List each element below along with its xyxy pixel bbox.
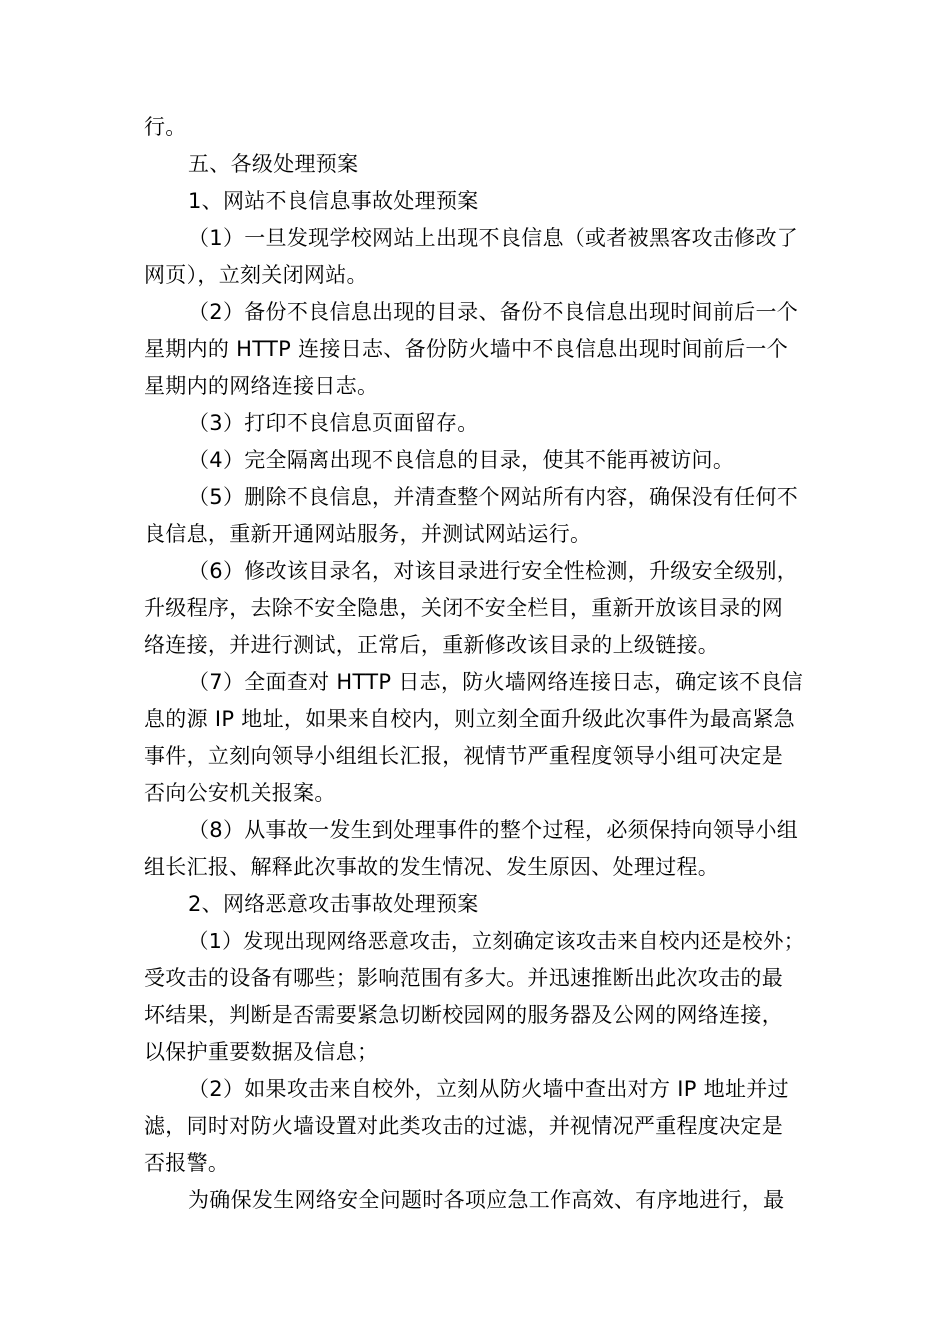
- subsection-heading: 2、网络恶意攻击事故处理预案: [188, 892, 479, 916]
- body-text-line: 坏结果，判断是否需要紧急切断校园网的服务器及公网的网络连接，: [144, 1003, 783, 1027]
- body-text-line: （5）删除不良信息，并清查整个网站所有内容，确保没有任何不: [188, 485, 799, 509]
- body-text-line: 网页），立刻关闭网站。: [144, 263, 368, 287]
- body-text-line: （4）完全隔离出现不良信息的目录，使其不能再被访问。: [188, 448, 735, 472]
- subsection-heading: 1、网站不良信息事故处理预案: [188, 189, 479, 213]
- body-text-line: （2）备份不良信息出现的目录、备份不良信息出现时间前后一个: [188, 300, 799, 324]
- section-heading: 五、各级处理预案: [188, 152, 359, 176]
- body-text-line: 以保护重要数据及信息；: [144, 1040, 379, 1064]
- body-text-line: 滤，同时对防火墙设置对此类攻击的过滤，并视情况严重程度决定是: [144, 1114, 783, 1138]
- body-text-line: （1）一旦发现学校网站上出现不良信息（或者被黑客攻击修改了: [188, 226, 799, 250]
- body-text-line: 受攻击的设备有哪些；影响范围有多大。并迅速推断出此次攻击的最: [144, 966, 783, 990]
- body-text-line: （2）如果攻击来自校外，立刻从防火墙中查出对方 IP 地址并过: [188, 1077, 789, 1101]
- body-text-line: （6）修改该目录名，对该目录进行安全性检测，升级安全级别，: [188, 559, 799, 583]
- body-text-line: 为确保发生网络安全问题时各项应急工作高效、有序地进行，最: [188, 1188, 785, 1212]
- body-text-line: 良信息，重新开通网站服务，并测试网站运行。: [144, 522, 592, 546]
- body-text-line: 事件，立刻向领导小组组长汇报，视情节严重程度领导小组可决定是: [144, 744, 783, 768]
- body-text-line: 否报警。: [144, 1151, 230, 1175]
- body-text-line: 星期内的 HTTP 连接日志、备份防火墙中不良信息出现时间前后一个: [144, 337, 788, 361]
- body-text-line: 络连接，并进行测试，正常后，重新修改该目录的上级链接。: [144, 633, 720, 657]
- body-text-line: （8）从事故一发生到处理事件的整个过程，必须保持向领导小组: [188, 818, 799, 842]
- body-text-line: （3）打印不良信息页面留存。: [188, 411, 479, 435]
- body-text-line: 升级程序，去除不安全隐患，关闭不安全栏目，重新开放该目录的网: [144, 596, 783, 620]
- body-text-line: 息的源 IP 地址，如果来自校内，则立刻全面升级此次事件为最高紧急: [144, 707, 796, 731]
- body-text-line: 星期内的网络连接日志。: [144, 374, 379, 398]
- body-text-line: 否向公安机关报案。: [144, 781, 336, 805]
- body-text-line: （1）发现出现网络恶意攻击，立刻确定该攻击来自校内还是校外；: [188, 929, 805, 953]
- body-text-line: 行。: [144, 115, 187, 139]
- body-text-line: 组长汇报、解释此次事故的发生情况、发生原因、处理过程。: [144, 855, 720, 879]
- body-text-line: （7）全面查对 HTTP 日志，防火墙网络连接日志，确定该不良信: [188, 670, 804, 694]
